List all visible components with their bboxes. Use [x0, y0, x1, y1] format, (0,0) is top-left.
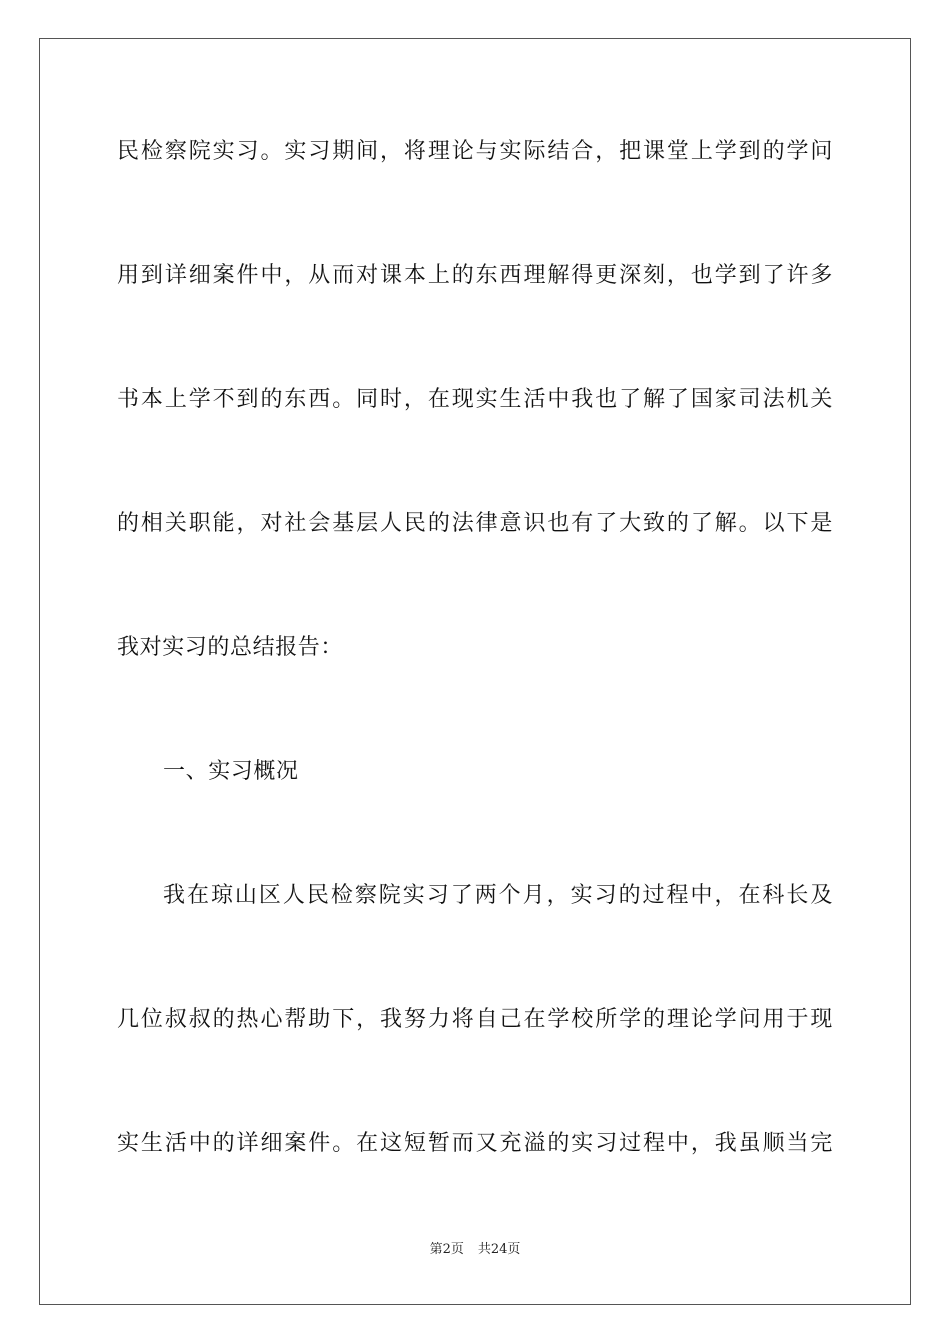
- body-text-line-4: 的相关职能，对社会基层人民的法律意识也有了大致的了解。以下是: [117, 511, 833, 536]
- page-border: [39, 38, 911, 1305]
- body-text-line-8: 几位叔叔的热心帮助下，我努力将自己在学校所学的理论学问用于现: [117, 1007, 833, 1032]
- section-heading: 一、实习概况: [163, 759, 299, 784]
- body-text-line-2: 用到详细案件中，从而对课本上的东西理解得更深刻，也学到了许多: [117, 263, 833, 288]
- page-footer: [0, 1241, 950, 1259]
- page-total: 共24页: [477, 1242, 521, 1257]
- page-number: 第2页: [429, 1242, 464, 1257]
- body-text-line-9: 实生活中的详细案件。在这短暂而又充溢的实习过程中，我虽顺当完: [117, 1131, 833, 1156]
- paragraph-first-line: 我在琼山区人民检察院实习了两个月，实习的过程中，在科长及: [163, 883, 833, 908]
- body-text-line-5: 我对实习的总结报告：: [117, 635, 344, 660]
- body-text-line-1: 民检察院实习。实习期间，将理论与实际结合，把课堂上学到的学问: [117, 139, 833, 164]
- body-text-line-3: 书本上学不到的东西。同时，在现实生活中我也了解了国家司法机关: [117, 387, 833, 412]
